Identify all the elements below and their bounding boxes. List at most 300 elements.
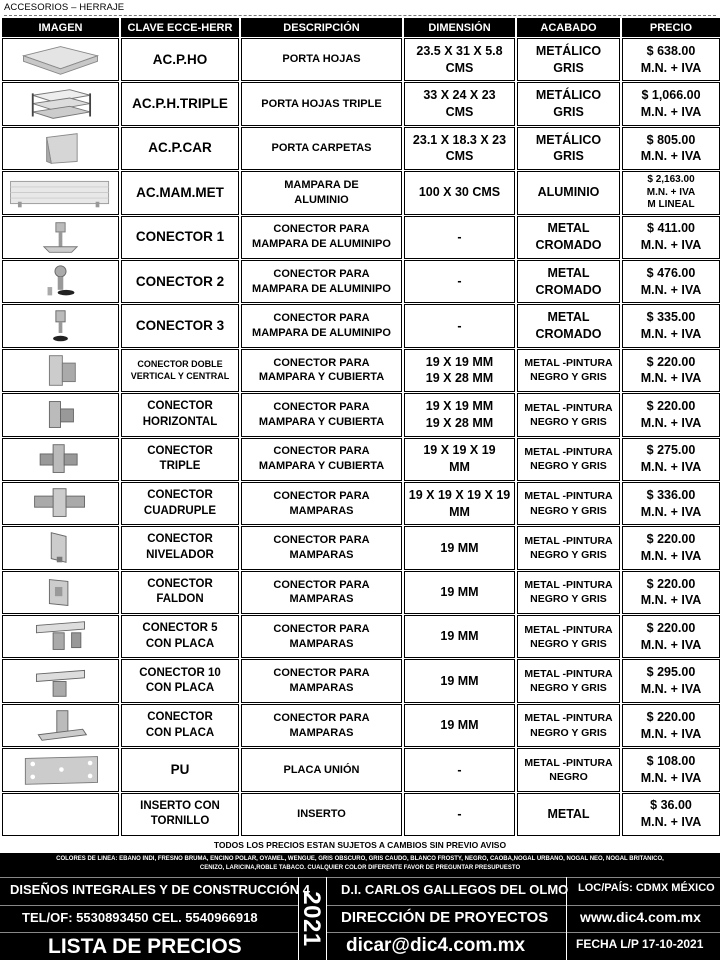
code-line: CON PLACA [145,682,215,695]
product-image [2,127,119,170]
product-dimension [404,793,515,836]
price-line: $ 805.00 [646,132,696,147]
product-price [622,260,720,303]
product-image [2,82,119,125]
product-finish [517,704,620,747]
finish-line: NEGRO Y GRIS [530,637,607,650]
product-description [241,704,402,747]
finish-line: METAL -PINTURA [524,446,613,459]
price-line: $ 295.00 [646,665,696,680]
product-image [2,438,119,481]
product-code [121,659,239,702]
finish-line: METÁLICO [535,132,602,147]
product-code [121,526,239,569]
product-description [241,748,402,791]
desc-line: CONECTOR PARA [273,578,370,591]
product-code [121,38,239,81]
code-line: CONECTOR [147,533,213,546]
product-finish [517,38,620,81]
product-code [121,482,239,525]
desc-line: MAMPARA Y CUBIERTA [258,371,385,384]
dim-line: - [457,806,462,821]
product-price [622,38,720,81]
price-line: $ 220.00 [646,398,696,413]
list-title: LISTA DE PRECIOS [48,935,242,958]
desc-line: MAMPARAS [289,504,354,517]
price-line: M.N. + IVA [640,327,702,342]
column-header-finish: ACABADO [517,18,620,37]
code-line: CONECTOR DOBLE [137,359,223,370]
product-description [241,438,402,481]
product-code [121,748,239,791]
website-link[interactable]: www.dic4.com.mx [580,909,701,925]
finish-line: GRIS [553,60,584,75]
year-text: 2021 [298,891,325,947]
dim-line: CMS [445,105,474,120]
product-code [121,349,239,392]
dim-line: 19 MM [440,718,479,733]
code-line: AC.P.HO [152,51,208,67]
list-date: FECHA L/P 17-10-2021 [576,937,704,951]
price-line: $ 335.00 [646,310,696,325]
code-line: HORIZONTAL [142,415,218,428]
product-dimension [404,615,515,658]
product-image [2,38,119,81]
table-row [2,482,720,525]
color-list-line: CENIZO, LARICINA,ROBLE TABACO. CUALQUIER COLOR DIFERENTE FAVOR DE PREGUNTAR PRESUPUESTO [199,864,521,871]
code-line: AC.P.H.TRIPLE [132,95,228,111]
company-name: DISEÑOS INTEGRALES Y DE CONSTRUCCIÓN 4 [10,882,311,897]
product-description [241,127,402,170]
price-line: $ 476.00 [646,265,696,280]
finish-line: METAL -PINTURA [524,579,613,592]
connector-1-icon [5,218,116,257]
product-dimension [404,704,515,747]
product-price [622,127,720,170]
table-row [2,438,720,481]
product-code [121,393,239,436]
price-line: M.N. + IVA [640,282,702,297]
product-image [2,793,119,836]
dim-line: 19 X 19 MM [425,398,494,413]
product-price [622,615,720,658]
finish-line: NEGRO Y GRIS [530,726,607,739]
dim-line: 19 MM [440,584,479,599]
table-row [2,571,720,614]
desc-line: MAMPARA DE ALUMINIPO [252,282,391,295]
table-row [2,38,720,81]
finish-line: NEGRO Y GRIS [530,593,607,606]
product-code [121,704,239,747]
finish-line: METAL -PINTURA [524,534,613,547]
product-dimension [404,438,515,481]
color-list-line: COLORES DE LINEA: EBANO INDI, FRESNO BRUMA, ENCINO POLAR, OYAMEL, WENGUE, GRIS OBSCURO, GRIS CAUDO, BLANCO FROSTY, NEGRO, CAOBA,NOGAL URBANO, NOGAL NEO, NOGAL BRITANICO, [56,856,664,862]
code-line: CUADRUPLE [143,504,217,517]
dim-line: 23.1 X 18.3 X 23 [412,132,507,147]
dim-line: 19 X 19 MM [425,354,494,369]
product-image [2,571,119,614]
product-dimension [404,659,515,702]
product-price [622,82,720,125]
product-finish [517,127,620,170]
price-line: M.N. + IVA [646,186,696,198]
dim-line: - [457,274,462,289]
price-line: $ 336.00 [646,487,696,502]
desc-line: MAMPARA Y CUBIERTA [258,460,385,473]
column-header-description: DESCRIPCIÓN [241,18,402,37]
product-code [121,171,239,214]
desc-line: MAMPARAS [289,637,354,650]
desc-line: MAMPARAS [289,593,354,606]
column-header-code: CLAVE ECCE-HERR [121,18,239,37]
desc-line: MAMPARAS [289,548,354,561]
table-row [2,393,720,436]
product-finish [517,304,620,347]
dim-line: 23.5 X 31 X 5.8 [416,43,503,58]
finish-line: METAL -PINTURA [524,756,613,769]
product-finish [517,171,620,214]
product-dimension [404,38,515,81]
color-list [4,855,716,875]
dim-line: CMS [445,149,474,164]
product-description [241,526,402,569]
price-line: M LINEAL [647,199,695,211]
dim-line: MM [449,460,470,475]
dim-line: 19 MM [440,540,479,555]
product-code [121,216,239,259]
price-line: M.N. + IVA [640,415,702,430]
product-finish [517,82,620,125]
triple-connector-icon [5,440,116,479]
finish-line: ALUMINIO [537,185,600,200]
table-row [2,615,720,658]
finish-line: METAL -PINTURA [524,667,613,680]
table-header-row [2,18,720,37]
table-row [2,748,720,791]
product-code [121,571,239,614]
email-link[interactable]: dicar@dic4.com.mx [346,935,526,956]
product-image [2,216,119,259]
product-image [2,304,119,347]
code-line: CONECTOR 3 [135,317,225,333]
plate-connector-icon [5,706,116,745]
price-line: $ 411.00 [647,221,695,236]
price-line: M.N. + IVA [640,105,702,120]
desc-line: PORTA HOJAS TRIPLE [261,97,382,110]
dim-line: 19 MM [440,629,479,644]
dim-line: 19 X 28 MM [425,371,494,386]
finish-line: CROMADO [535,282,602,297]
product-code [121,82,239,125]
dim-line: MM [449,504,470,519]
desc-line: CONECTOR PARA [273,711,370,724]
product-price [622,393,720,436]
product-price [622,349,720,392]
price-line: $ 220.00 [646,354,696,369]
product-dimension [404,171,515,214]
product-image [2,482,119,525]
finish-line: METAL -PINTURA [524,401,613,414]
tray-icon [5,40,116,79]
product-dimension [404,349,515,392]
code-line: CONECTOR [147,444,213,457]
product-dimension [404,216,515,259]
connector-2-icon [5,262,116,301]
price-line: M.N. + IVA [640,60,702,75]
finish-line: METAL [547,806,590,821]
finish-line: NEGRO Y GRIS [530,460,607,473]
product-description [241,659,402,702]
finish-line: CROMADO [535,327,602,342]
desc-line: MAMPARAS [289,726,354,739]
dim-line: - [457,229,462,244]
product-description [241,171,402,214]
product-code [121,615,239,658]
product-image [2,349,119,392]
desc-line: CONECTOR PARA [273,445,370,458]
price-line: M.N. + IVA [640,770,702,785]
code-line: AC.MAM.MET [136,184,224,200]
finish-line: METÁLICO [535,43,602,58]
code-line: CONECTOR 2 [135,273,225,289]
location: LOC/PAÍS: CDMX MÉXICO [578,882,715,894]
dim-line: 100 X 30 CMS [418,185,501,200]
price-line: $ 220.00 [646,576,696,591]
product-description [241,216,402,259]
code-line: CONECTOR [147,711,213,724]
product-finish [517,793,620,836]
column-header-image: IMAGEN [2,18,119,37]
finish-line: METÁLICO [535,88,602,103]
code-line: INSERTO CON [140,799,220,812]
product-code [121,260,239,303]
plate-connector-5-icon [5,617,116,656]
finish-line: GRIS [553,105,584,120]
product-dimension [404,748,515,791]
product-finish [517,216,620,259]
product-description [241,393,402,436]
table-row [2,82,720,125]
code-line: CON PLACA [145,637,215,650]
price-line: $ 220.00 [646,709,696,724]
double-connector-icon [5,351,116,390]
price-line: $ 275.00 [646,443,696,458]
desc-line: MAMPARAS [289,682,354,695]
product-image [2,615,119,658]
product-description [241,482,402,525]
product-price [622,571,720,614]
product-price [622,171,720,214]
product-price [622,438,720,481]
desc-line: PLACA UNIÓN [283,763,360,776]
product-image [2,659,119,702]
table-row [2,349,720,392]
product-dimension [404,260,515,303]
product-price [622,748,720,791]
horizontal-connector-icon [5,395,116,434]
dim-line: 19 MM [440,673,479,688]
finish-line: NEGRO Y GRIS [530,415,607,428]
price-line: M.N. + IVA [640,149,702,164]
finish-line: METAL [547,221,590,236]
product-image [2,260,119,303]
product-price [622,704,720,747]
desc-line: CONECTOR PARA [273,667,370,680]
desc-line: CONECTOR PARA [273,489,370,502]
desc-line: ALUMINIO [294,193,349,206]
dim-line: 19 X 28 MM [425,415,494,430]
price-line: M.N. + IVA [640,548,702,563]
product-finish [517,349,620,392]
plate-connector-10-icon [5,662,116,701]
dim-line: - [457,762,462,777]
dim-line: - [457,318,462,333]
price-line: M.N. + IVA [640,682,702,697]
table-row [2,260,720,303]
product-finish [517,748,620,791]
product-description [241,82,402,125]
triple-tray-icon [5,85,116,124]
product-dimension [404,304,515,347]
price-line: M.N. + IVA [640,238,702,253]
price-line: M.N. + IVA [640,371,702,386]
desc-line: MAMPARA DE [284,179,359,192]
finish-line: METAL -PINTURA [524,712,613,725]
price-line: $ 638.00 [646,43,696,58]
desc-line: CONECTOR PARA [273,312,370,325]
finish-line: NEGRO Y GRIS [530,682,607,695]
list-year [298,879,324,959]
desc-line: MAMPARA DE ALUMINIPO [252,238,391,251]
finish-line: NEGRO Y GRIS [530,504,607,517]
product-description [241,615,402,658]
dim-line: CMS [445,60,474,75]
finish-line: NEGRO Y GRIS [530,548,607,561]
finish-line: METAL -PINTURA [524,490,613,503]
price-line: M.N. + IVA [640,504,702,519]
product-finish [517,438,620,481]
price-line: $ 2,163.00 [647,174,695,186]
department: DIRECCIÓN DE PROYECTOS [341,909,549,926]
product-dimension [404,482,515,525]
product-finish [517,571,620,614]
dim-line: 19 X 19 X 19 X 19 [408,487,511,502]
dim-line: 33 X 24 X 23 [423,88,496,103]
code-line: TORNILLO [150,815,210,828]
price-line: M.N. + IVA [640,637,702,652]
contact-name: D.I. CARLOS GALLEGOS DEL OLMO [341,882,569,897]
product-dimension [404,127,515,170]
folder-holder-icon [5,129,116,168]
product-description [241,304,402,347]
product-dimension [404,526,515,569]
product-finish [517,482,620,525]
aluminum-panel-icon [5,173,116,212]
product-image [2,171,119,214]
product-finish [517,260,620,303]
code-line: AC.P.CAR [148,140,212,156]
product-price [622,216,720,259]
leveler-connector-icon [5,528,116,567]
dim-line: 19 X 19 X 19 [423,443,496,458]
finish-line: GRIS [553,149,584,164]
product-description [241,793,402,836]
quadruple-connector-icon [5,484,116,523]
product-image [2,704,119,747]
desc-line: CONECTOR PARA [273,223,370,236]
price-table [0,17,720,837]
product-image [2,526,119,569]
desc-line: MAMPARA DE ALUMINIPO [252,327,391,340]
code-line: CONECTOR 1 [135,229,225,245]
table-row [2,526,720,569]
product-dimension [404,571,515,614]
finish-line: METAL -PINTURA [524,623,613,636]
product-dimension [404,82,515,125]
price-line: $ 220.00 [646,532,696,547]
desc-line: PORTA HOJAS [282,53,361,66]
table-row [2,704,720,747]
product-description [241,260,402,303]
code-line: NIVELADOR [146,548,214,561]
finish-line: CROMADO [535,238,602,253]
column-header-price: PRECIO [622,18,720,37]
table-row [2,171,720,214]
connector-3-icon [5,307,116,346]
desc-line: MAMPARA Y CUBIERTA [258,415,385,428]
column-header-dimension: DIMENSIÓN [404,18,515,37]
product-price [622,793,720,836]
code-line: FALDON [156,593,204,606]
product-finish [517,659,620,702]
code-line: TRIPLE [159,460,201,473]
product-image [2,393,119,436]
desc-line: CONECTOR PARA [273,267,370,280]
desc-line: CONECTOR PARA [273,400,370,413]
skirt-connector-icon [5,573,116,612]
product-finish [517,526,620,569]
product-finish [517,615,620,658]
product-image [2,748,119,791]
code-line: CONECTOR [147,577,213,590]
price-line: $ 1,066.00 [641,88,701,103]
code-line: VERTICAL Y CENTRAL [130,371,230,382]
footer [0,853,720,960]
table-row [2,659,720,702]
price-notice: TODOS LOS PRECIOS ESTAN SUJETOS A CAMBIOS SIN PREVIO AVISO [213,840,507,850]
table-row [2,127,720,170]
product-finish [517,393,620,436]
table-row [2,304,720,347]
price-line: M.N. + IVA [640,815,702,830]
product-description [241,38,402,81]
product-code [121,793,239,836]
desc-line: CONECTOR PARA [273,356,370,369]
code-line: CON PLACA [145,726,215,739]
code-line: CONECTOR 5 [142,622,218,635]
product-price [622,526,720,569]
desc-line: PORTA CARPETAS [271,142,372,155]
table-row [2,793,720,836]
code-line: CONECTOR [147,489,213,502]
finish-line: NEGRO Y GRIS [530,371,607,384]
product-description [241,571,402,614]
finish-line: METAL -PINTURA [524,357,613,370]
price-line: M.N. + IVA [640,593,702,608]
product-description [241,349,402,392]
company-phones: TEL/OF: 5530893450 CEL. 5540966918 [22,910,258,925]
product-dimension [404,393,515,436]
